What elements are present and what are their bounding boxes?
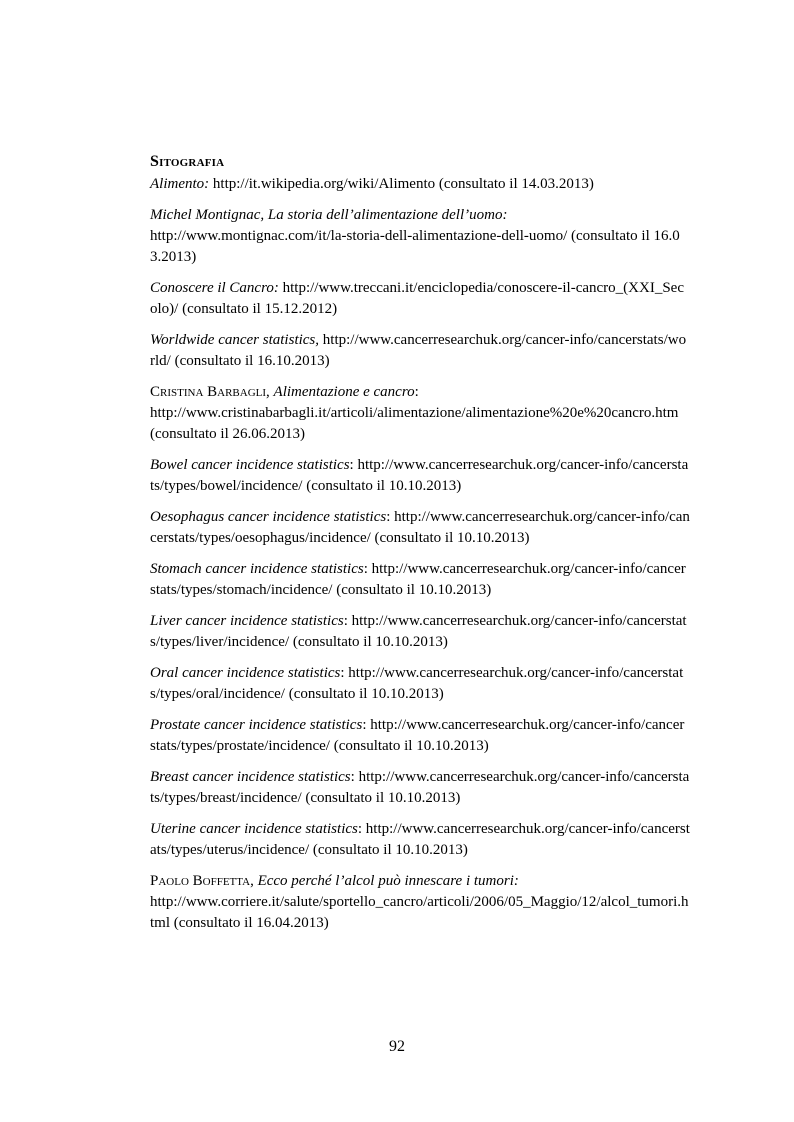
bibliography-entry: Breast cancer incidence statistics: http://www.cancerresearchuk.org/cancer-info/cancerstats/types/breast/incidence/ (consultato il 10.10.2013) [150, 769, 690, 806]
bibliography-list [150, 174, 690, 944]
entry-url[interactable]: http://www.cancerresearchuk.org/cancer-info/cancerstats/types/bowel/incidence/ [150, 457, 689, 494]
entry-consulted-note: (consultato il 10.10.2013) [336, 582, 492, 598]
page-number: 92 [389, 1038, 405, 1055]
entry-title: Breast cancer incidence statistics [150, 769, 351, 785]
section-heading: Sitografia [150, 153, 225, 170]
bibliography-entry: Oesophagus cancer incidence statistics: http://www.cancerresearchuk.org/cancer-info/cancerstats/types/oesophagus/incidence/ (consultato il 10.10.2013) [150, 509, 690, 546]
entry-url[interactable]: http://it.wikipedia.org/wiki/Alimento [212, 176, 436, 192]
entry-consulted-note: (consultato il 14.03.2013) [438, 176, 594, 192]
bibliography-entry: Oral cancer incidence statistics: http://www.cancerresearchuk.org/cancer-info/cancerstats/types/oral/incidence/ (consultato il 10.10.2013) [150, 665, 684, 702]
entry-consulted-note: (consultato il 16.03.2013) [150, 228, 680, 265]
entry-consulted-note: (consultato il 10.10.2013) [374, 530, 530, 546]
entry-url[interactable]: http://www.cancerresearchuk.org/cancer-info/cancerstats/types/breast/incidence/ [150, 769, 690, 806]
entry-consulted-note: (consultato il 16.10.2013) [174, 353, 330, 369]
entry-url[interactable]: http://www.montignac.com/it/la-storia-dell-alimentazione-dell-uomo/ [150, 228, 568, 244]
entry-title: Alimento: [150, 176, 210, 192]
bibliography-entry [150, 174, 690, 195]
entry-consulted-note: (consultato il 10.10.2013) [312, 842, 468, 858]
bibliography-entry: Stomach cancer incidence statistics: http://www.cancerresearchuk.org/cancer-info/cancerstats/types/stomach/incidence/ (consultato il 10.10.2013) [150, 561, 686, 598]
entry-title: Worldwide cancer statistics, [150, 332, 320, 348]
entry-url[interactable]: http://www.treccani.it/enciclopedia/conoscere-il-cancro_(XXI_Secolo)/ [150, 280, 684, 317]
entry-url[interactable]: http://www.cancerresearchuk.org/cancer-info/cancerstats/types/prostate/incidence/ [150, 717, 685, 754]
entry-url[interactable]: http://www.cristinabarbagli.it/articoli/alimentazione/alimentazione%20e%20cancro.htm [150, 405, 679, 421]
bibliography-entry: Cristina Barbagli, Alimentazione e cancro: http://www.cristinabarbagli.it/articoli/alimentazione/alimentazione%20e%20cancro.htm (consultato il 26.06.2013) [150, 384, 679, 442]
entry-consulted-note: (consultato il 10.10.2013) [305, 790, 461, 806]
entry-url[interactable]: http://www.cancerresearchuk.org/cancer-info/cancerstats/types/liver/incidence/ [150, 613, 687, 650]
bibliography-entry: Paolo Boffetta, Ecco perché l’alcol può innescare i tumori: http://www.corriere.it/salute/sportello_cancro/articoli/2006/05_Maggio/12/alcol_tumori.html (consultato il 16.04.2013) [150, 873, 689, 931]
entry-url[interactable]: http://www.cancerresearchuk.org/cancer-info/cancerstats/types/oesophagus/incidence/ [150, 509, 690, 546]
entry-author: Cristina Barbagli [150, 384, 267, 400]
bibliography-entry: Prostate cancer incidence statistics: http://www.cancerresearchuk.org/cancer-info/cancerstats/types/prostate/incidence/ (consultato il 10.10.2013) [150, 717, 685, 754]
entry-consulted-note: (consultato il 15.12.2012) [182, 301, 338, 317]
entry-consulted-note: (consultato il 26.06.2013) [150, 426, 305, 442]
entry-title: Uterine cancer incidence statistics [150, 821, 358, 837]
bibliography-entry: Liver cancer incidence statistics: http://www.cancerresearchuk.org/cancer-info/cancerstats/types/liver/incidence/ (consultato il 10.10.2013) [150, 613, 687, 650]
entry-title: Conoscere il Cancro: [150, 280, 279, 296]
entry-url[interactable]: http://www.cancerresearchuk.org/cancer-info/cancerstats/types/oral/incidence/ [150, 665, 684, 702]
entry-title: Oral cancer incidence statistics [150, 665, 341, 681]
entry-title: Liver cancer incidence statistics [150, 613, 344, 629]
entry-title: Stomach cancer incidence statistics [150, 561, 364, 577]
entry-author: Paolo Boffetta [150, 873, 251, 889]
entry-title: Michel Montignac, La storia dell’alimentazione dell’uomo: [150, 207, 508, 223]
entry-title: Bowel cancer incidence statistics [150, 457, 350, 473]
entry-title: Oesophagus cancer incidence statistics [150, 509, 387, 525]
entry-consulted-note: (consultato il 10.10.2013) [292, 634, 448, 650]
bibliography-entry [150, 205, 690, 268]
entry-title: Ecco perché l’alcol può innescare i tumori: [257, 873, 519, 889]
entry-title: Alimentazione e cancro [273, 384, 415, 400]
bibliography-entry [150, 330, 690, 372]
entry-consulted-note: (consultato il 16.04.2013) [173, 915, 329, 931]
entry-url[interactable]: http://www.cancerresearchuk.org/cancer-info/cancerstats/world/ [150, 332, 687, 369]
entry-consulted-note: (consultato il 10.10.2013) [288, 686, 444, 702]
entry-url[interactable]: http://www.cancerresearchuk.org/cancer-info/cancerstats/types/uterus/incidence/ [150, 821, 690, 858]
bibliography-entry: Bowel cancer incidence statistics: http://www.cancerresearchuk.org/cancer-info/cancerstats/types/bowel/incidence/ (consultato il 10.10.2013) [150, 457, 689, 494]
bibliography-entry [150, 278, 690, 320]
entry-url[interactable]: http://www.corriere.it/salute/sportello_cancro/articoli/2006/05_Maggio/12/alcol_tumori.html [150, 894, 689, 931]
entry-url[interactable]: http://www.cancerresearchuk.org/cancer-info/cancerstats/types/stomach/incidence/ [150, 561, 686, 598]
bibliography-entry: Uterine cancer incidence statistics: http://www.cancerresearchuk.org/cancer-info/cancerstats/types/uterus/incidence/ (consultato il 10.10.2013) [150, 821, 690, 858]
entry-consulted-note: (consultato il 10.10.2013) [306, 478, 462, 494]
entry-consulted-note: (consultato il 10.10.2013) [333, 738, 489, 754]
entry-title: Prostate cancer incidence statistics [150, 717, 363, 733]
